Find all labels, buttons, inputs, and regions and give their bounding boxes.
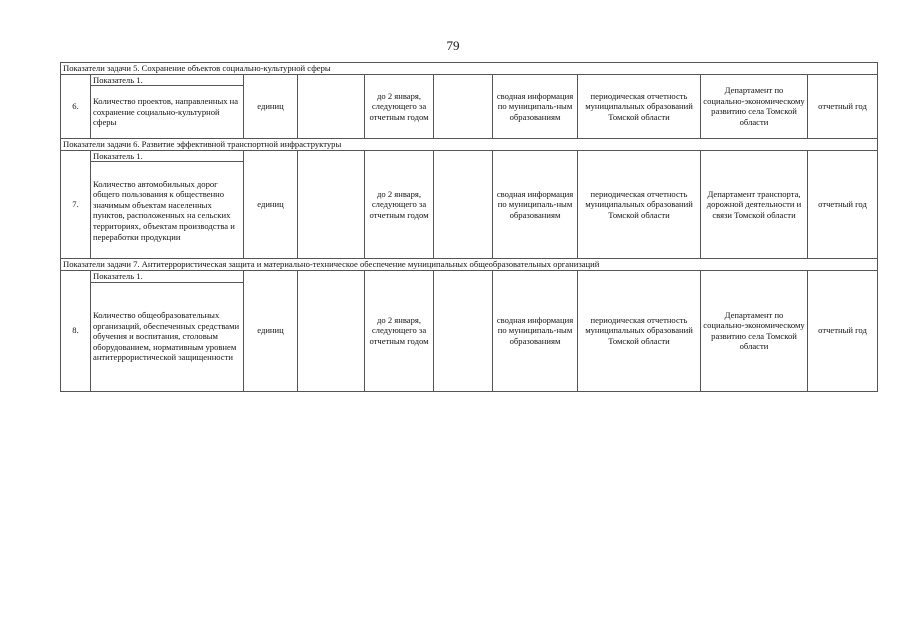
- indicators-table: [60, 62, 878, 392]
- section-header-row: [61, 63, 878, 75]
- deadline-cell: до 2 января, следующего за отчетным годом: [365, 150, 434, 259]
- row-number: 7.: [61, 150, 91, 259]
- indicator-label: Показатель 1.: [91, 74, 244, 86]
- empty-cell: [298, 74, 365, 139]
- indicator-text: Количество проектов, направленных на сохранение социально-культурной сферы: [91, 86, 244, 139]
- row-number: 6.: [61, 74, 91, 139]
- period-cell: отчетный год: [808, 270, 878, 391]
- method-cell: периодическая отчетность муниципальных образований Томской области: [578, 74, 701, 139]
- empty-cell: [298, 150, 365, 259]
- row-number: 8.: [61, 270, 91, 391]
- empty-cell: [434, 270, 493, 391]
- section-header-row: [61, 259, 878, 271]
- unit-cell: единиц: [244, 270, 298, 391]
- method-cell: периодическая отчетность муниципальных образований Томской области: [578, 150, 701, 259]
- indicator-label: Показатель 1.: [91, 150, 244, 162]
- deadline-cell: до 2 января, следующего за отчетным годом: [365, 270, 434, 391]
- period-cell: отчетный год: [808, 74, 878, 139]
- table-row: [61, 150, 878, 162]
- section-title: Показатели задачи 7. Антитеррористическая защита и материально-техническое обеспечение муниципальных общеобразовательных организаций: [61, 259, 878, 271]
- section-title: Показатели задачи 5. Сохранение объектов социально-культурной сферы: [61, 63, 878, 75]
- responsible-cell: Департамент по социально-экономическому развитию села Томской области: [701, 270, 808, 391]
- period-cell: отчетный год: [808, 150, 878, 259]
- indicator-label: Показатель 1.: [91, 270, 244, 282]
- responsible-cell: Департамент по социально-экономическому развитию села Томской области: [701, 74, 808, 139]
- section-title: Показатели задачи 6. Развитие эффективной транспортной инфраструктуры: [61, 139, 878, 151]
- unit-cell: единиц: [244, 150, 298, 259]
- source-cell: сводная информация по муниципаль-ным образованиям: [493, 150, 578, 259]
- indicator-text: Количество общеобразовательных организаций, обеспеченных средствами обучения и воспитания, столовым оборудованием, нормативным уровнем антитеррористической защищенности: [91, 282, 244, 391]
- empty-cell: [298, 270, 365, 391]
- table-row: [61, 74, 878, 86]
- page-number: 79: [446, 38, 460, 53]
- empty-cell: [434, 150, 493, 259]
- indicator-text: Количество автомобильных дорог общего пользования к общественно значимым объектам населенных пунктов, расположенных на сельских территориях, объектам производства и переработки продукции: [91, 162, 244, 259]
- responsible-cell: Департамент транспорта, дорожной деятельности и связи Томской области: [701, 150, 808, 259]
- deadline-cell: до 2 января, следующего за отчетным годом: [365, 74, 434, 139]
- source-cell: сводная информация по муниципаль-ным образованиям: [493, 74, 578, 139]
- section-header-row: [61, 139, 878, 151]
- source-cell: сводная информация по муниципаль-ным образованиям: [493, 270, 578, 391]
- empty-cell: [434, 74, 493, 139]
- table-row: [61, 270, 878, 282]
- method-cell: периодическая отчетность муниципальных образований Томской области: [578, 270, 701, 391]
- unit-cell: единиц: [244, 74, 298, 139]
